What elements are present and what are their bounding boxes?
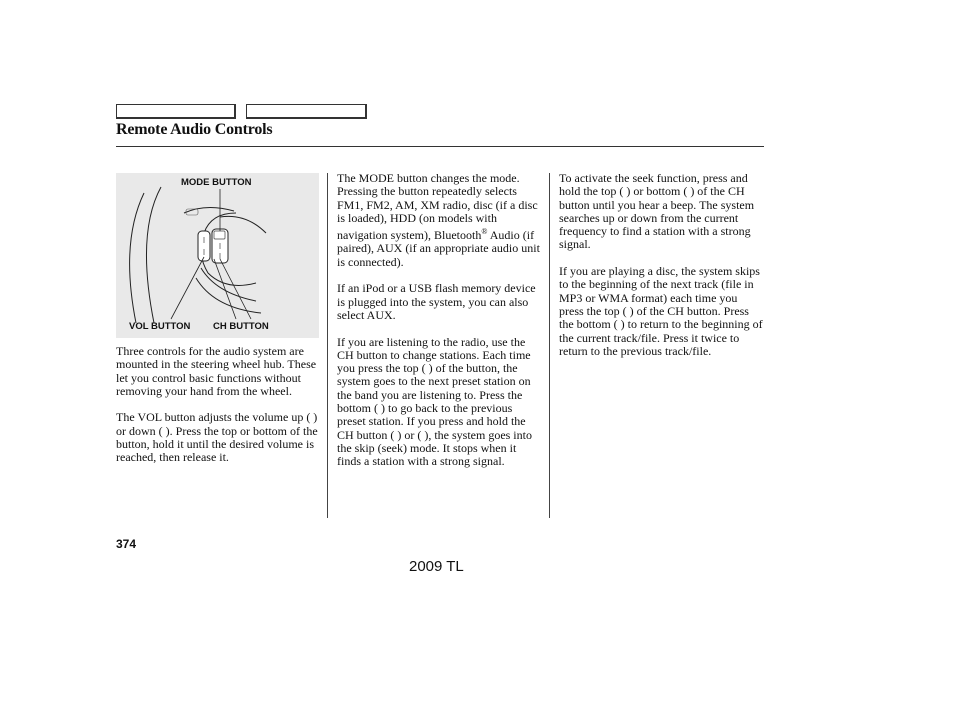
paragraph-ch-radio: If you are listening to the radio, use the CH button to change stations. Each time you press the top ( ) of the button, the system goes to the next preset station on the band you are listening to. Press the bottom ( ) to go back to the previous preset station. If you press and hold the CH button ( ) or ( ), the system goes into the skip (seek) mode. It stops when it finds a station with a strong signal. — [337, 334, 532, 469]
registered-mark: ® — [481, 227, 488, 237]
steering-wheel-illustration — [116, 173, 319, 338]
footer-model-label: 2009 TL — [409, 558, 464, 575]
mode-button-callout: MODE BUTTON — [181, 177, 252, 188]
paragraph-mode-button — [337, 172, 543, 269]
column-divider-2 — [549, 173, 550, 518]
ch-button-callout: CH BUTTON — [213, 321, 269, 332]
mode-text-start: The MODE button changes the mode. Pressing the button repeatedly selects FM1, FM2, AM, XM radio, disc (if a disc is loaded), HDD (on models with navigation system), Bluetooth — [337, 171, 538, 243]
paragraph-vol-button: The VOL button adjusts the volume up ( ) or down ( ). Press the top or bottom of the button, hold it until the desired volume is reached, then release it. — [116, 410, 318, 465]
wheel-rim-outer — [130, 193, 144, 323]
paragraph-seek-function: To activate the seek function, press and hold the top ( ) or bottom ( ) of the CH button until you hear a beep. The system searches up or down from the current frequency to find a station with a strong signal. — [559, 171, 755, 252]
paragraph-ipod-usb: If an iPod or a USB flash memory device is plugged into the system, you can also select AUX. — [337, 281, 536, 322]
mode-button-shape — [214, 231, 225, 239]
vol-button-shape — [198, 231, 210, 261]
wheel-rim-left — [146, 187, 161, 323]
text-column-1 — [116, 345, 318, 478]
mode-text-end: Audio (if paired), AUX (if an appropriate audio unit is connected). — [337, 228, 540, 269]
wheel-hub-top — [184, 207, 234, 213]
vol-button-callout: VOL BUTTON — [129, 321, 191, 332]
nav-tab-left — [116, 104, 236, 119]
title-divider — [116, 146, 764, 147]
column-divider-1 — [327, 173, 328, 518]
paragraph-disc-tracks: If you are playing a disc, the system skips to the beginning of the next track (file in MP3 or WMA format) each time you press the top ( ) of the CH button. Press the bottom ( ) to return to the beginning of the current track/file. Press it twice to return to the previous track/file. — [559, 264, 763, 358]
vol-leader-line — [171, 257, 204, 319]
paragraph-controls-intro: Three controls for the audio system are mounted in the steering wheel hub. These let you control basic functions without removing your hand from the wheel. — [116, 344, 317, 398]
page-number: 374 — [116, 537, 137, 551]
text-column-3 — [559, 172, 765, 371]
wheel-spoke-lower — [196, 278, 261, 313]
text-column-2 — [337, 172, 543, 482]
steering-wheel-drawing — [116, 173, 319, 338]
page-title: Remote Audio Controls — [116, 121, 273, 138]
nav-tab-right — [246, 104, 367, 119]
